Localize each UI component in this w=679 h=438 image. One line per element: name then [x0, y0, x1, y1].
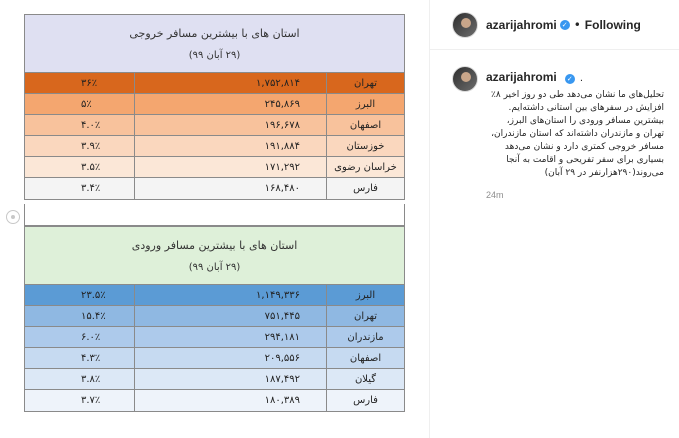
table-row — [25, 369, 404, 390]
province-cell: خوزستان — [346, 140, 385, 152]
inbound-table-title: استان های با بیشترین مسافر ورودی — [131, 238, 298, 252]
percent-cell: ۳.۵٪ — [25, 157, 135, 177]
post-timestamp[interactable]: 24m — [486, 190, 504, 200]
table-row — [25, 94, 404, 115]
table-row — [25, 157, 404, 178]
caption-avatar[interactable] — [452, 66, 478, 92]
count-cell: ۱۸۰,۳۸۹ — [135, 390, 327, 411]
percent-cell: ۳۶٪ — [25, 73, 135, 93]
percent-cell: ۳.۴٪ — [25, 178, 135, 199]
percent-cell: ۴.۰٪ — [25, 115, 135, 135]
table-row — [25, 73, 404, 94]
caption-text: تحلیل‌های ما نشان می‌دهد طی دو روز اخیر ۸٪ افزایش در سفرهای بین استانی داشته‌ایم. بیشترین مسافر ورودی را استان‌های البرز، تهران و مازندران داشته‌اند که استان مازندران، مسافر خروجی کمتری دارد و نشان می‌دهد بسیاری برای سفر تفریحی و اقامت به آنجا می‌روند(۲۹۰هزارنفر در ۲۹ آبان) — [491, 90, 664, 178]
caption-verified-icon: ✓ — [565, 74, 575, 84]
table-row — [25, 348, 404, 369]
outbound-table-header — [25, 15, 404, 73]
percent-cell: ۳.۸٪ — [25, 369, 135, 389]
count-cell: ۱۷۱,۲۹۲ — [135, 157, 327, 177]
inbound-table-header — [25, 227, 404, 285]
following-button[interactable]: Following — [584, 17, 641, 32]
percent-cell: ۵٪ — [25, 94, 135, 114]
table-row — [25, 327, 404, 348]
carousel-indicator[interactable] — [6, 210, 20, 224]
table-row — [25, 285, 404, 306]
count-cell: ۷۵۱,۴۴۵ — [135, 306, 327, 326]
count-cell: ۲۹۴,۱۸۱ — [135, 327, 327, 347]
percent-cell: ۶.۰٪ — [25, 327, 135, 347]
post-header — [430, 0, 679, 50]
count-cell: ۲۴۵,۸۶۹ — [135, 94, 327, 114]
table-row — [25, 306, 404, 327]
count-cell: ۲۰۹,۵۵۶ — [135, 348, 327, 368]
percent-cell: ۱۵.۴٪ — [25, 306, 135, 326]
province-cell: اصفهان — [349, 119, 382, 131]
table-row — [25, 390, 404, 411]
province-cell: البرز — [355, 289, 376, 301]
table-row — [25, 136, 404, 157]
outbound-table — [24, 14, 405, 200]
outbound-table-title: استان های با بیشترین مسافر خروجی — [129, 26, 300, 40]
post-sidebar — [430, 0, 679, 438]
inbound-table — [24, 226, 405, 412]
percent-cell: ۳.۷٪ — [25, 390, 135, 411]
province-cell: خراسان رضوی — [334, 161, 397, 173]
count-cell: ۱۹۶,۶۷۸ — [135, 115, 327, 135]
inbound-table-date: (۲۹ آبان ۹۹) — [188, 261, 241, 273]
count-cell: ۱۸۷,۴۹۲ — [135, 369, 327, 389]
province-cell: تهران — [353, 77, 378, 89]
caption-username[interactable]: azarijahromi — [486, 70, 557, 84]
verified-badge-icon: ✓ — [560, 20, 570, 30]
count-cell: ۱,۱۴۹,۳۳۶ — [135, 285, 327, 305]
count-cell: ۱۹۱,۸۸۴ — [135, 136, 327, 156]
province-cell: گیلان — [354, 373, 377, 385]
province-cell: تهران — [353, 310, 378, 322]
province-cell: فارس — [353, 183, 378, 194]
percent-cell: ۲۳.۵٪ — [25, 285, 135, 305]
percent-cell: ۳.۹٪ — [25, 136, 135, 156]
province-cell: فارس — [353, 395, 378, 406]
username-link[interactable]: azarijahromi — [486, 17, 557, 32]
table-row — [25, 178, 404, 199]
province-cell: البرز — [355, 98, 376, 110]
count-cell: ۱,۷۵۲,۸۱۴ — [135, 73, 327, 93]
province-cell: مازندران — [347, 331, 384, 343]
province-cell: اصفهان — [349, 352, 382, 364]
caption-block — [452, 66, 662, 200]
percent-cell: ۴.۳٪ — [25, 348, 135, 368]
table-row — [25, 115, 404, 136]
avatar[interactable] — [452, 12, 478, 38]
outbound-table-date: (۲۹ آبان ۹۹) — [188, 49, 241, 61]
separator-dot: • — [573, 17, 581, 32]
count-cell: ۱۶۸,۴۸۰ — [135, 178, 327, 199]
table-spacer — [24, 204, 405, 226]
caption-dot: . — [579, 73, 584, 84]
